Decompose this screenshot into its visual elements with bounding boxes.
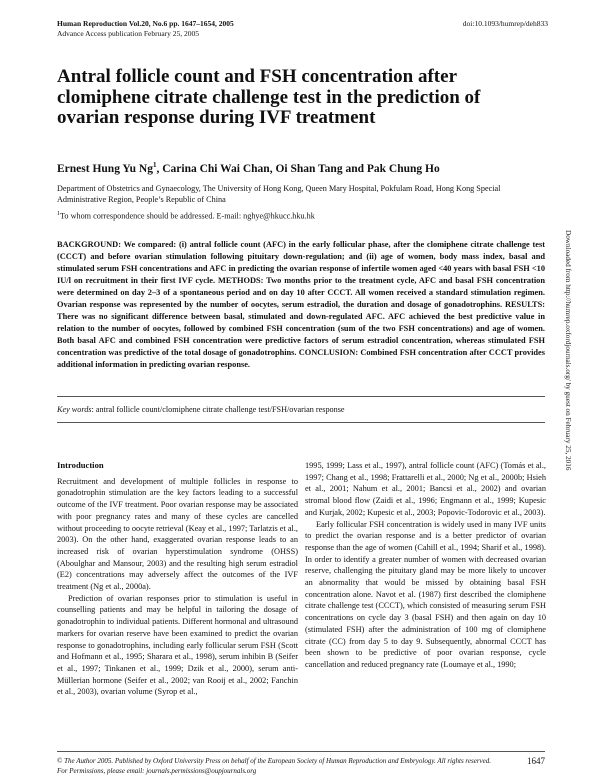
abstract: BACKGROUND: We compared: (i) antral follicle count (AFC) in the early follicular phase, after the clomiphene citrate challenge test (CCCT) and before ovarian stimulation following pituitary down-regulation; and (ii) age of women, body mass index, basal and stimulated serum FSH concentrations and AFC in predicting the ovarian response of infertile women aged <40 years with basal FSH <10 IU/l on recruitment in their first IVF cycle. METHODS: Two months prior to the treatment cycle, AFC and basal FSH concentration were determined on day 2–3 of a spontaneous period and on day 10 after CCCT. All women received a standard stimulation regimen. Ovarian response was represented by the number of oocytes, serum estradiol, the duration and dosage of gonadotrophins. RESULTS: There was no significant difference between basal, stimulated and down-regulated AFC. AFC achieved the best predictive value in relation to the number of oocytes, followed by combined FSH concentration (sum of the two FSH concentrations) and age of women. Both basal AFC and combined FSH concentration were predictive factors of serum estradiol concentration, whereas stimulated FSH concentration was predictive of the total dosage of gonadotrophins. CONCLUSION: Combined FSH concentration after CCCT provides additional information in predicting ovarian response. — [57, 240, 545, 369]
footer-divider — [57, 751, 545, 752]
copyright-line: © The Author 2005. Published by Oxford University Press on behalf of the European Society of Human Reproduction and Embryology. All rights reserved. — [57, 757, 492, 765]
keywords-list: : antral follicle count/clomiphene citrate challenge test/FSH/ovarian response — [91, 405, 345, 414]
correspondence-footnote-mark: 1 — [57, 211, 60, 217]
paragraph: 1995, 1999; Lass et al., 1997), antral follicle count (AFC) (Tomás et al., 1997; Chang et al., 1998; Frattarelli et al., 2000; Ng et al., 2000b; Hsieh et al., 2001; Nahum et al., 2001; Bancsi et al., 2002) and ovarian stromal blood flow (Zaidi et al., 1996; Engmann et al., 1999; Kupesic and Kurjak, 2002; Kupesic et al., 2003; Popovic-Todorovic et al., 2003). — [305, 461, 546, 517]
right-column — [305, 460, 546, 671]
author-list — [57, 161, 440, 175]
first-author: Ernest Hung Yu Ng — [57, 162, 153, 175]
paper-title: Antral follicle count and FSH concentration after clomiphene citrate challenge test in the prediction of ovarian response during IVF treatment — [57, 66, 481, 128]
left-column — [57, 460, 298, 698]
section-heading-introduction: Introduction — [57, 460, 104, 470]
affiliation: Department of Obstetrics and Gynaecology, The University of Hong Kong, Queen Mary Hospital, Pokfulam Road, Hong Kong Special Administrative Region, People’s Republic of China — [57, 184, 501, 204]
correspondence-text: To whom correspondence should be addressed. E-mail: nghye@hkucc.hku.hk — [60, 211, 315, 221]
keywords — [57, 405, 545, 414]
page-number: 1647 — [527, 756, 545, 766]
paragraph: Prediction of ovarian responses prior to stimulation is useful in counselling patients and may be helpful in tailoring the dosage of gonadotrophin to individual patients. Different hormonal and ultrasound markers for ovarian reserve have been examined to predict the ovarian response to gonadotrophins, including early follicular serum FSH (Scott and Hofmann et al., 1995; Sharara et al., 1998), serum inhibin B (Seifer et al., 1997; Tinkanen et al., 1999; Dzik et al., 2000), serum anti-Müllerian hormone (Seifer et al., 2002; van Rooij et al., 2002; Fanchin et al., 2003), ovarian volume (Syrop et al., — [57, 593, 298, 697]
download-watermark: Downloaded from http://humrep.oxfordjournals.org/ by guest on February 25, 2016 — [564, 230, 572, 471]
doi: doi:10.1093/humrep/deh833 — [462, 19, 548, 28]
divider — [57, 396, 545, 397]
divider — [57, 422, 545, 423]
advance-access-date: Advance Access publication February 25, 2005 — [57, 29, 200, 38]
keywords-label: Key words — [57, 405, 92, 414]
permissions-line: For Permissions, please email: journals.permissions@oupjournals.org — [57, 767, 257, 775]
other-authors: , Carina Chi Wai Chan, Oi Shan Tang and Pak Chung Ho — [156, 162, 440, 175]
paragraph: Early follicular FSH concentration is widely used in many IVF units to predict the ovarian response and is a better predictor of ovarian response than the age of women (Cahill et al., 1994; Sharif et al., 1998). In order to identify a greater number of women with decreased ovarian reserve, challenging the pituitary gland may be more likely to uncover an abnormality that would be missed by obtaining basal FSH concentration alone. Navot et al. (1987) first described the clomiphene citrate challenge test (CCCT), which consisted of measuring serum FSH concentrations on cycle day 3 (basal FSH) and then again on day 10 (stimulated FSH) after the administration of 100 mg of clomiphene citrate (CC) from day 5 to day 9. Subsequently, abnormal CCCT has been shown to be predictive of poor ovarian response, cycle cancellation and reduced pregnancy rate (Loumaye et al., 1990; — [305, 519, 546, 669]
copyright-footer — [57, 756, 545, 776]
correspondence — [57, 211, 315, 221]
paragraph: Recruitment and development of multiple follicles in response to gonadotrophin stimulation are the key factors leading to a successful outcome of the IVF treatment. Poor ovarian response may be associated with poor pregnancy rates and many of these cycles are cancelled without proceeding to oocyte retrieval (Keay et al., 1997; Tarlatzis et al., 2003). On the other hand, exaggerated ovarian response leads to an increased risk of ovarian hyperstimulation syndrome (OHSS) (Aboulghar and Mansour, 2003) and the resulting high serum estradiol (E2) concentrations may adversely affect the outcomes of the IVF treatment (Ng et al., 2000a). — [57, 476, 298, 592]
author-footnote-mark: 1 — [152, 161, 157, 169]
journal-citation: Human Reproduction Vol.20, No.6 pp. 1647–1654, 2005 — [57, 19, 234, 28]
journal-header — [57, 19, 234, 39]
